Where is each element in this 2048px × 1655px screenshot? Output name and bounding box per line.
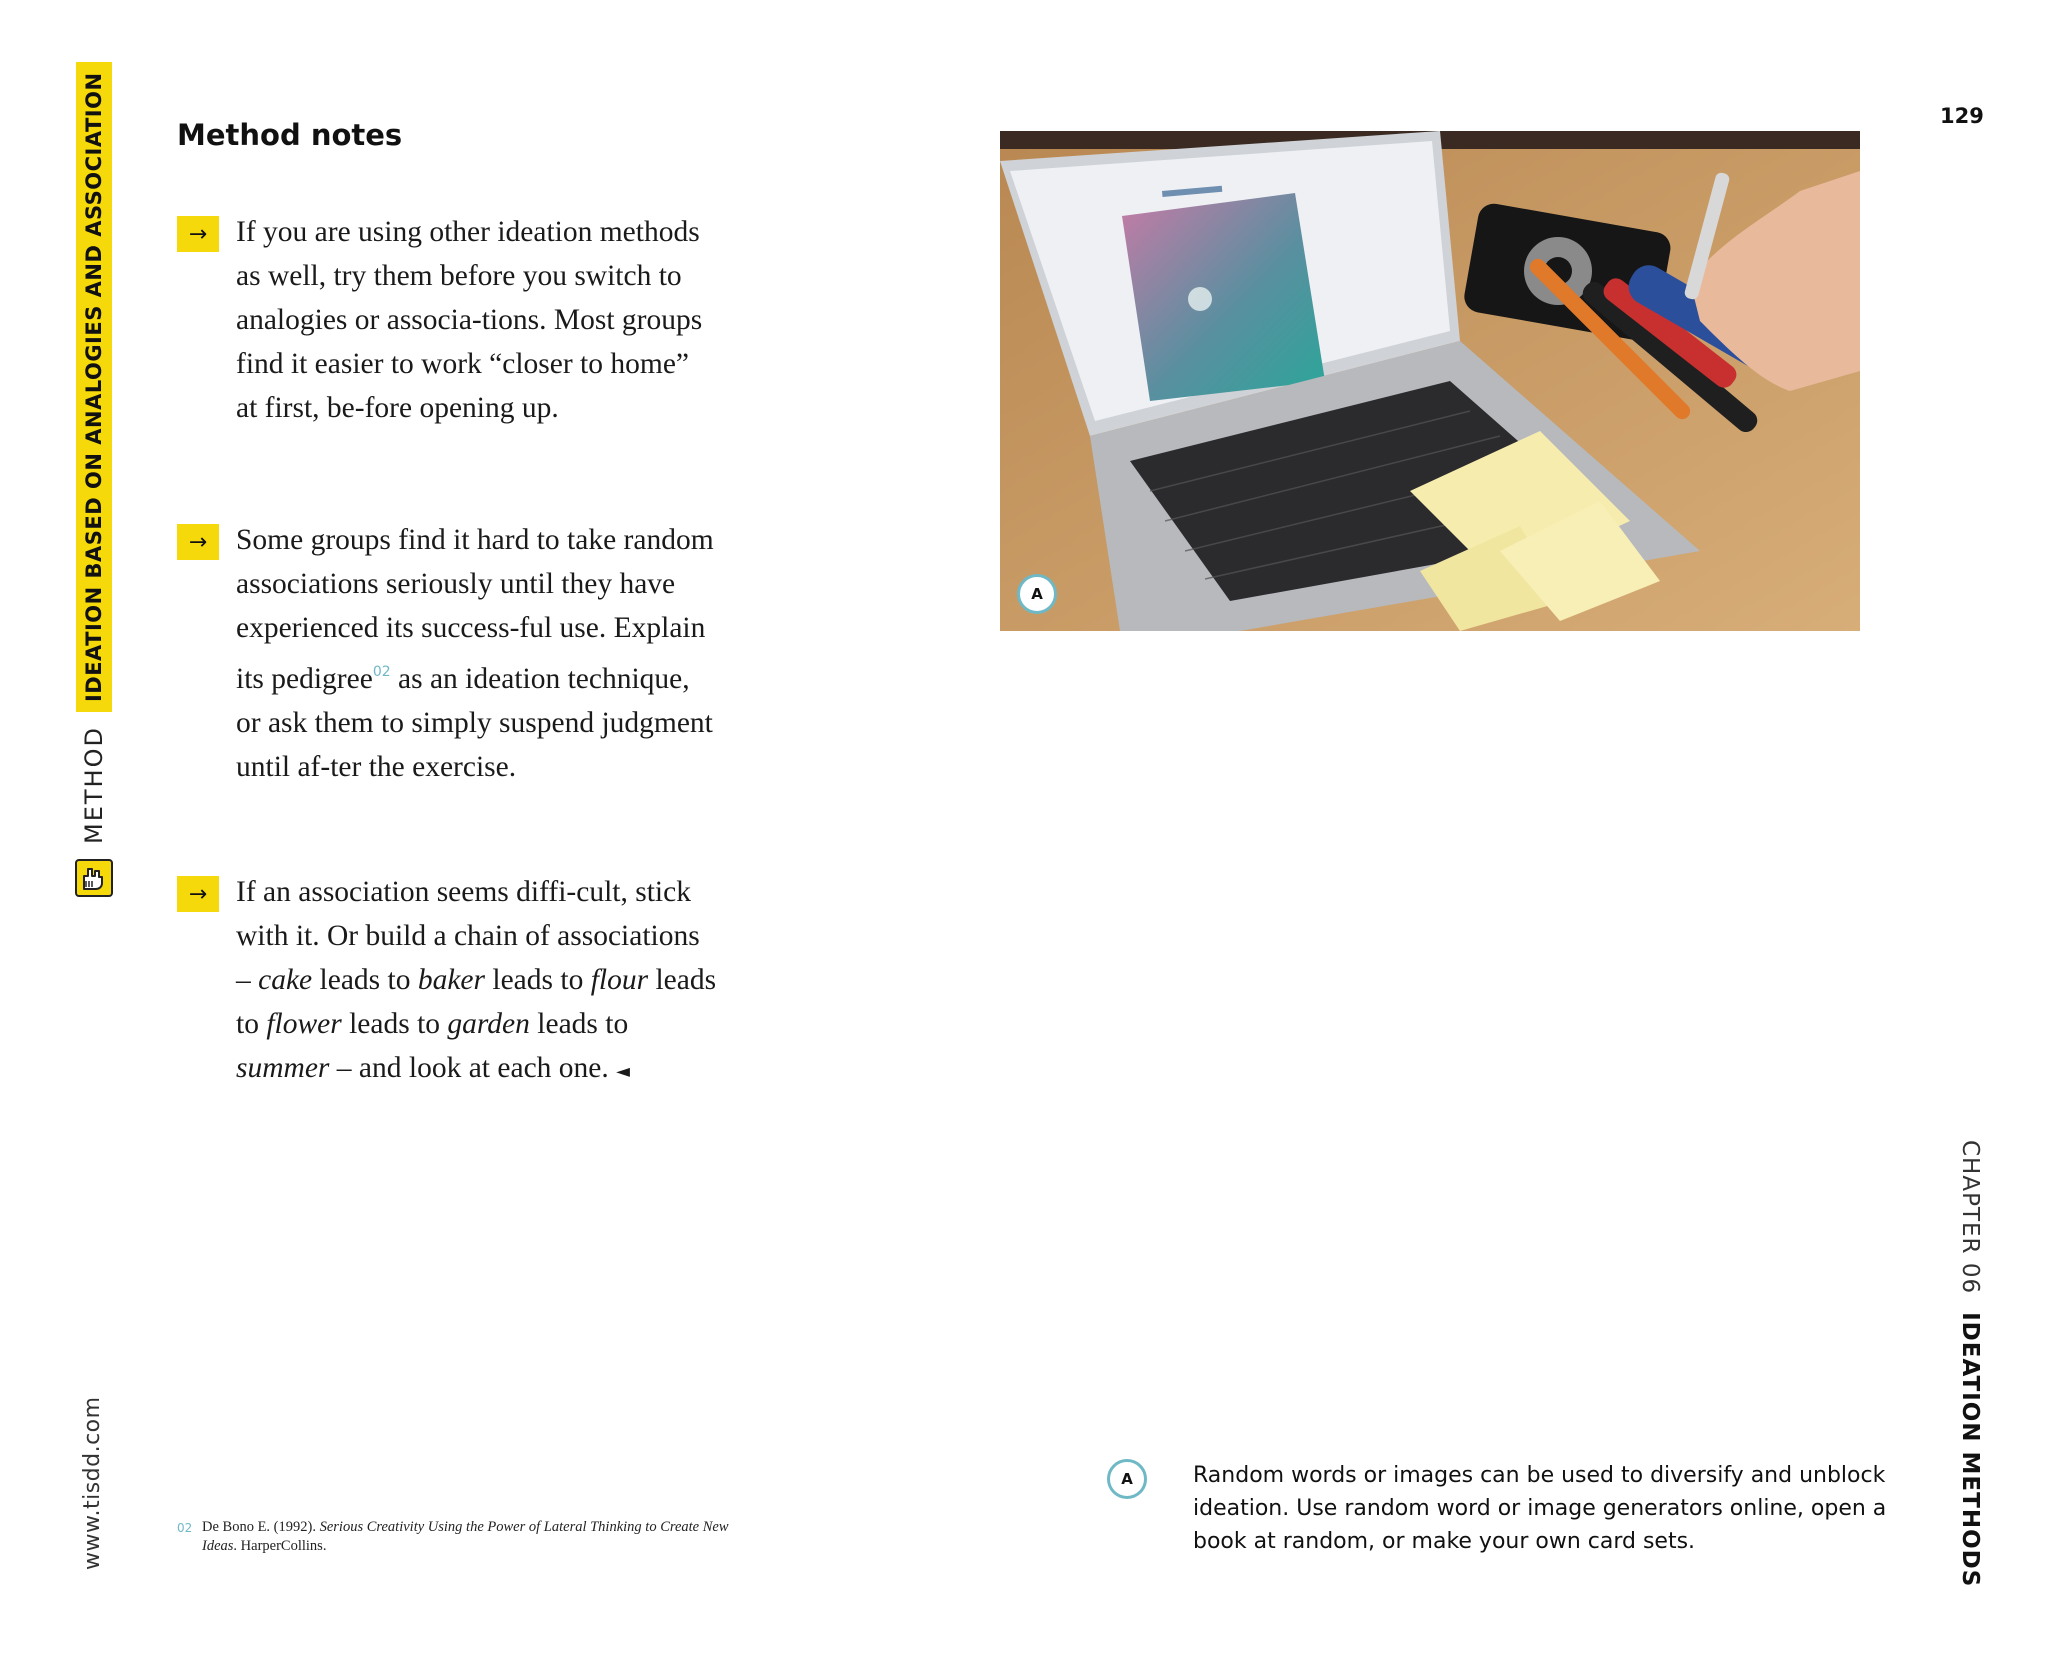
- photo-caption: Random words or images can be used to diversify and unblock ideation. Use random word or image generators online, open a book at random, or make your own card sets.: [1193, 1463, 1887, 1554]
- italic-term: flour: [590, 964, 649, 996]
- text-run: leads to: [529, 1008, 629, 1040]
- footnote: [177, 1518, 737, 1556]
- caption-marker: A: [1107, 1459, 1147, 1499]
- text-run: as an ideation technique, or ask them to simply suspend judgment until af-ter the exercise.: [236, 663, 713, 783]
- italic-term: summer: [236, 1052, 330, 1084]
- footnote-text: [202, 1518, 737, 1556]
- method-note: [177, 870, 717, 1094]
- arrow-right-icon: →: [177, 216, 219, 252]
- website-label: [72, 1390, 112, 1570]
- italic-term: garden: [447, 1008, 530, 1040]
- text-run: If an association seems diffi-cult, stick with it. Or build a chain of associations –: [236, 876, 700, 996]
- note-text: [236, 518, 717, 789]
- chapter-title: IDEATION METHODS: [1957, 1312, 1983, 1588]
- website-url: www.tisdd.com: [79, 1396, 105, 1570]
- side-topic-label: IDEATION BASED ON ANALOGIES AND ASSOCIATION: [76, 62, 112, 712]
- section-heading: Method notes: [177, 118, 403, 152]
- text-run: De Bono E. (1992).: [202, 1519, 320, 1535]
- text-run: Some groups find it hard to take random associations seriously until they have experienced its success-ful use. Explain its pedigree: [236, 524, 714, 695]
- photo-illustration: [1000, 131, 1860, 631]
- note-text: [236, 210, 717, 430]
- text-run: – and look at each one.: [329, 1052, 617, 1084]
- text-run: leads to: [341, 1008, 448, 1040]
- method-note: [177, 210, 717, 430]
- chapter-number: CHAPTER 06: [1957, 1140, 1983, 1295]
- text-run: leads to: [236, 964, 717, 1040]
- italic-term: Serious Creativity Using the Power of Lateral Thinking to Create New Ideas: [202, 1519, 729, 1554]
- method-note: [177, 518, 717, 789]
- text-run: If you are using other ideation methods as well, try them before you switch to analogies or associa-tions. Most groups find it easier to work “closer to home” at first, be-fore opening up.: [236, 216, 703, 424]
- text-run: leads to: [312, 964, 418, 996]
- end-mark-icon: ◄: [616, 1061, 630, 1082]
- footnote-number: 02: [177, 1521, 193, 1535]
- footnote-reference: 02: [372, 664, 391, 680]
- text-run: leads to: [485, 964, 591, 996]
- italic-term: baker: [417, 964, 486, 996]
- side-method-label: METHOD: [80, 726, 108, 844]
- side-label: [72, 72, 116, 898]
- text-run: . HarperCollins.: [233, 1538, 327, 1554]
- method-hand-icon: [74, 858, 114, 898]
- italic-term: flower: [266, 1008, 342, 1040]
- chapter-label: [1948, 1140, 1992, 1588]
- arrow-right-icon: →: [177, 524, 219, 560]
- arrow-right-icon: →: [177, 876, 219, 912]
- italic-term: cake: [258, 964, 313, 996]
- page-number: 129: [1940, 104, 1984, 128]
- note-text: [236, 870, 717, 1094]
- photo-laptop-sticky-notes: [1000, 131, 1860, 631]
- photo-marker: A: [1017, 574, 1057, 614]
